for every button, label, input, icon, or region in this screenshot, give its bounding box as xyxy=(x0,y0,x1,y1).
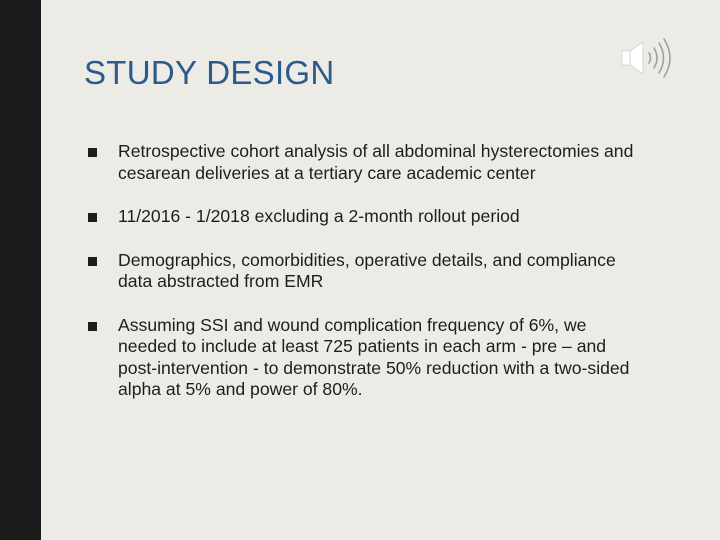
bullet-item xyxy=(88,141,648,184)
bullet-item xyxy=(88,206,648,228)
bullet-text: Retrospective cohort analysis of all abdominal hysterectomies and cesarean deliveries at a tertiary care academic center xyxy=(118,141,634,183)
speaker-icon[interactable] xyxy=(617,38,677,78)
bullet-text: 11/2016 - 1/2018 excluding a 2-month rollout period xyxy=(118,206,520,226)
bullet-item xyxy=(88,250,648,293)
bullet-text: Demographics, comorbidities, operative details, and compliance data abstracted from EMR xyxy=(118,249,616,291)
bullet-list xyxy=(88,141,648,423)
square-bullet-icon xyxy=(88,148,97,157)
speaker-body xyxy=(622,42,643,74)
sound-waves xyxy=(649,39,670,77)
left-accent-bar xyxy=(0,0,41,540)
bullet-text: Assuming SSI and wound complication frequency of 6%, we needed to include at least 725 patients in each arm - pre – and post-intervention - to demonstrate 50% reduction with a two-sided alpha at 5% and power of 80%. xyxy=(118,314,630,399)
square-bullet-icon xyxy=(88,257,97,266)
square-bullet-icon xyxy=(88,322,97,331)
slide-title: STUDY DESIGN xyxy=(84,54,335,91)
bullet-item xyxy=(88,315,648,401)
square-bullet-icon xyxy=(88,213,97,222)
